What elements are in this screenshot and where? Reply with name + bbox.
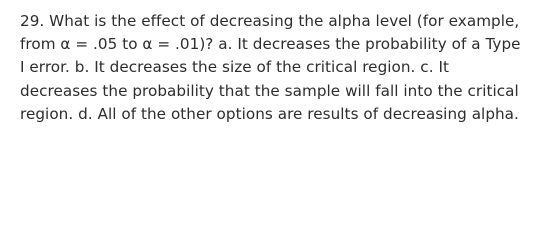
question-text [20, 10, 550, 126]
question-line: from α = .05 to α = .01)? a. It decreases the probability of a Type [20, 35, 521, 54]
question-line: region. d. All of the other options are results of decreasing alpha. [20, 104, 519, 123]
question-line: I error. b. It decreases the size of the critical region. c. It [20, 58, 449, 77]
question-line: 29. What is the effect of decreasing the alpha level (for example, [20, 12, 520, 30]
question-line: decreases the probability that the sample will fall into the critical [20, 81, 519, 100]
